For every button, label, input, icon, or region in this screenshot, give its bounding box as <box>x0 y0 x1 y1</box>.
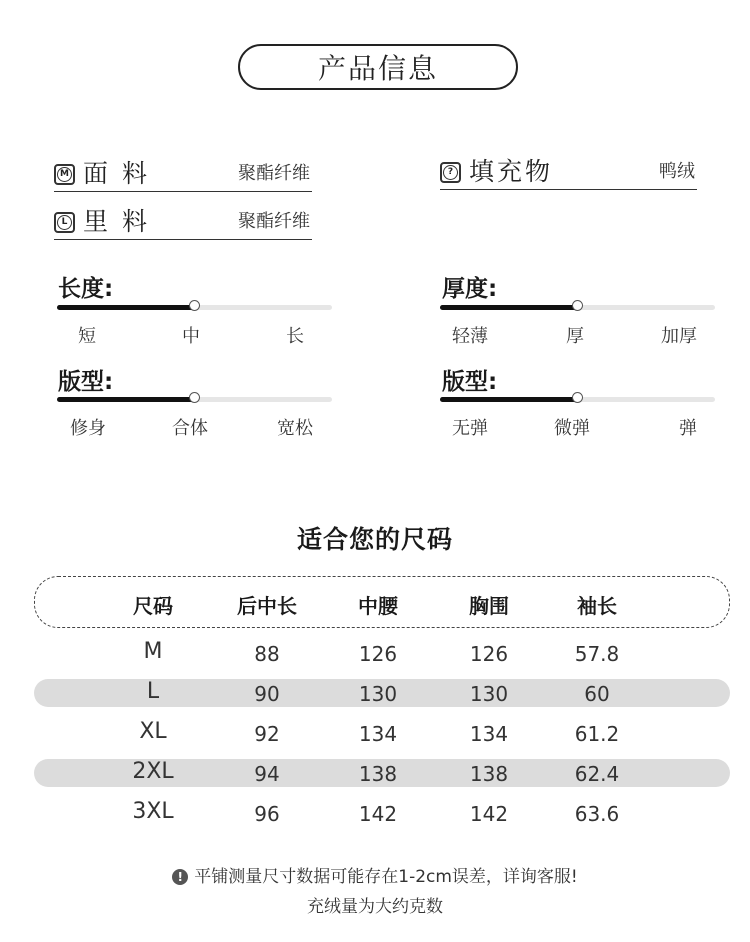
length-label: 长度: <box>58 276 114 302</box>
material-value: 聚酯纤维 <box>238 211 310 232</box>
table-cell-waist: 138 <box>358 762 398 786</box>
thickness-tick: 轻薄 <box>452 326 488 347</box>
table-cell-sleeve: 62.4 <box>574 762 620 786</box>
table-cell-back-length: 88 <box>254 642 280 666</box>
elasticity-label: 版型: <box>442 369 498 395</box>
length-tick: 短 <box>78 326 96 347</box>
thickness-tick: 加厚 <box>661 326 697 347</box>
table-cell-chest: 134 <box>469 722 509 746</box>
table-cell-sleeve: 63.6 <box>574 802 620 826</box>
table-cell-size: 2XL <box>132 759 174 784</box>
table-cell-size: M <box>143 639 163 664</box>
fill-weight-note: 充绒量为大约克数 <box>307 897 443 917</box>
size-section-title: 适合您的尺码 <box>296 525 453 554</box>
exclamation-circle-icon: ! <box>172 869 188 885</box>
fit-tick: 宽松 <box>277 418 313 439</box>
question-circle-icon: ? <box>440 162 461 183</box>
elasticity-tick: 弹 <box>679 418 697 439</box>
material-label: 填充物 <box>469 157 554 186</box>
table-cell-chest: 142 <box>469 802 509 826</box>
table-cell-sleeve: 61.2 <box>574 722 620 746</box>
table-header-back-length: 后中长 <box>237 594 297 618</box>
fit-tick: 合体 <box>172 418 208 439</box>
fit-tick: 修身 <box>70 418 106 439</box>
table-cell-size: 3XL <box>132 799 174 824</box>
page-title-text: 产品信息 <box>317 52 438 85</box>
measurement-note <box>0 862 750 887</box>
thickness-tick: 厚 <box>566 326 584 347</box>
table-cell-size: XL <box>139 719 167 744</box>
table-cell-back-length: 90 <box>254 682 280 706</box>
table-header-chest: 胸围 <box>469 594 509 618</box>
elasticity-tick: 无弹 <box>452 418 488 439</box>
measurement-note-text: 平铺测量尺寸数据可能存在1-2cm误差，详询客服! <box>194 867 578 887</box>
table-cell-size: L <box>146 679 160 704</box>
table-cell-back-length: 94 <box>254 762 280 786</box>
table-cell-waist: 134 <box>358 722 398 746</box>
table-cell-chest: 130 <box>469 682 509 706</box>
table-cell-chest: 138 <box>469 762 509 786</box>
table-header-sleeve: 袖长 <box>577 594 617 618</box>
table-cell-chest: 126 <box>469 642 509 666</box>
table-cell-waist: 126 <box>358 642 398 666</box>
table-cell-sleeve: 60 <box>584 682 610 706</box>
fit-label: 版型: <box>58 369 114 395</box>
length-tick: 中 <box>182 326 200 347</box>
length-tick: 长 <box>286 326 304 347</box>
table-header-waist: 中腰 <box>358 594 398 618</box>
thickness-label: 厚度: <box>442 276 498 302</box>
material-label: 里料 <box>83 207 162 236</box>
material-value: 聚酯纤维 <box>238 163 310 184</box>
m-circle-icon: M <box>54 164 75 185</box>
table-header-size: 尺码 <box>133 594 173 618</box>
table-cell-back-length: 96 <box>254 802 280 826</box>
l-circle-icon: L <box>54 212 75 233</box>
material-label: 面料 <box>83 159 162 188</box>
material-value: 鸭绒 <box>659 161 695 182</box>
elasticity-tick: 微弹 <box>554 418 590 439</box>
table-cell-waist: 130 <box>358 682 398 706</box>
table-cell-waist: 142 <box>358 802 398 826</box>
table-cell-sleeve: 57.8 <box>574 642 620 666</box>
table-cell-back-length: 92 <box>254 722 280 746</box>
